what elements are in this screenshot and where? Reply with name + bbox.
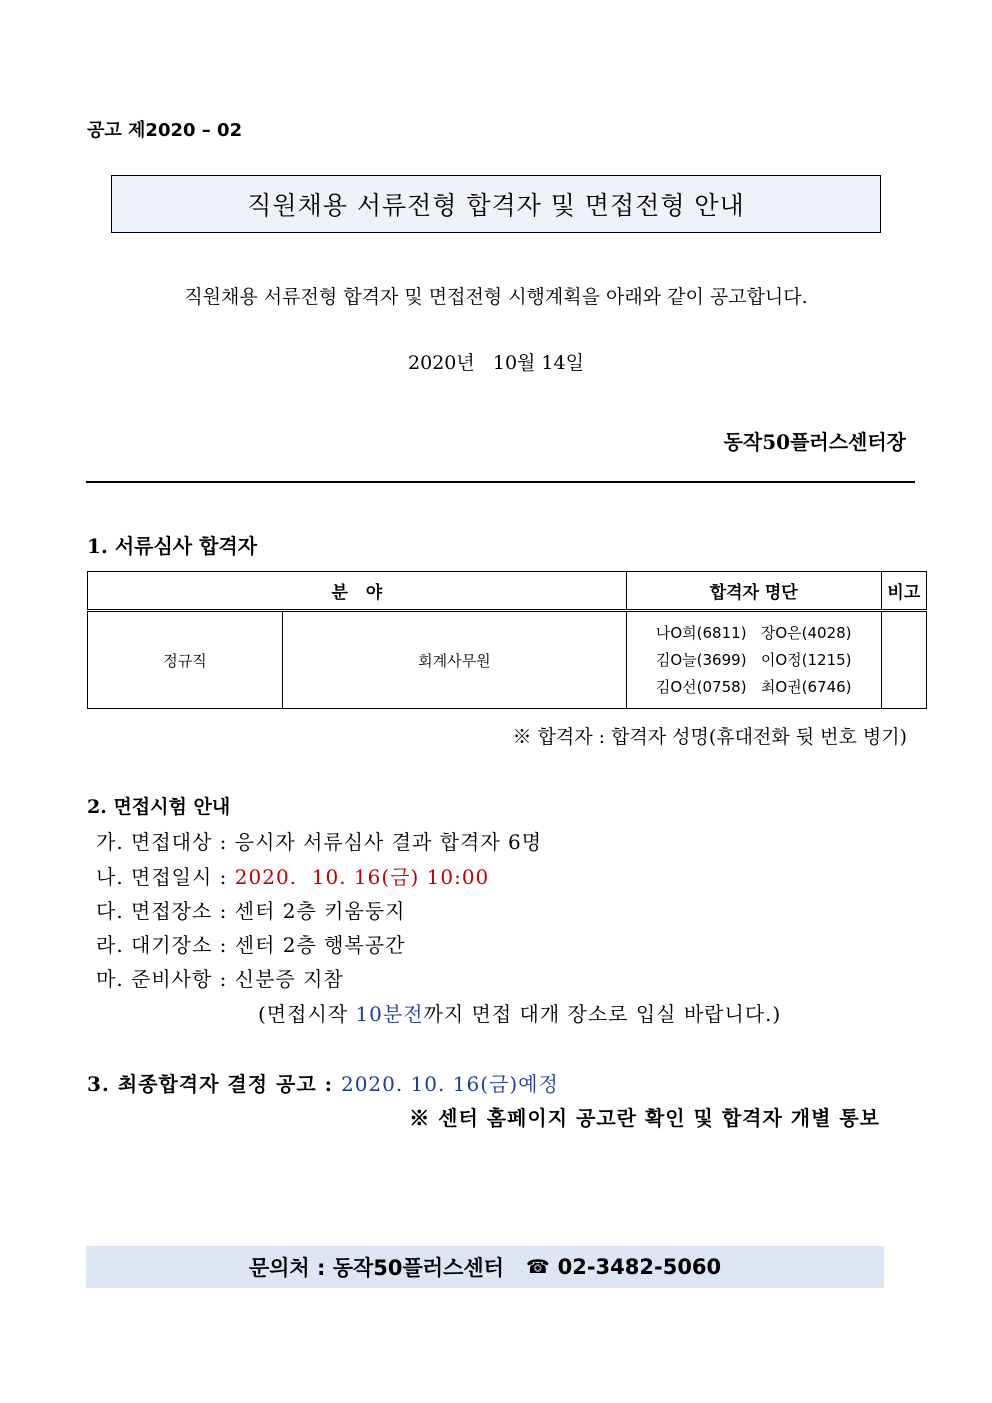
name-line: 김O늘(3699) 이O정(1215)	[655, 650, 852, 669]
item-label: 라. 대기장소 :	[96, 933, 235, 957]
contact-phone: 02-3482-5060	[557, 1255, 722, 1279]
col-remark: 비고	[881, 572, 926, 611]
item-label: 마. 준비사항 :	[96, 967, 235, 991]
cell-field: 회계사무원	[283, 611, 627, 709]
item-value: 2020. 10. 16(금) 10:00	[234, 865, 490, 889]
item-label: 다. 면접장소 :	[96, 899, 235, 923]
item-value: 응시자 서류심사 결과 합격자 6명	[234, 830, 543, 854]
section2-heading: 2. 면접시험 안내	[87, 796, 231, 818]
waiting-place	[96, 929, 405, 958]
contact-label: 문의처 : 동작50플러스센터	[248, 1256, 504, 1280]
cell-names	[626, 611, 881, 709]
interview-datetime	[96, 861, 489, 890]
table-row	[88, 611, 927, 709]
final-date: 2020. 10. 16(금)예정	[340, 1072, 559, 1096]
notice-date: 2020년 10월 14일	[408, 352, 584, 374]
name-line: 나O희(6811) 장O은(4028)	[655, 623, 852, 642]
item-value: 센터 2층 행복공간	[234, 933, 406, 957]
page-title	[111, 175, 881, 233]
interview-target	[96, 826, 542, 855]
name-line: 김O선(0758) 최O권(6746)	[655, 677, 852, 696]
section3-heading: 3. 최종합격자 결정 공고 :	[87, 1072, 341, 1096]
col-names: 합격자 명단	[626, 572, 881, 611]
telephone-icon: ☎	[525, 1256, 550, 1278]
item-label: 나. 면접일시 :	[96, 865, 235, 889]
final-note: ※ 센터 홈페이지 공고란 확인 및 합격자 개별 통보	[409, 1106, 880, 1130]
cell-category: 정규직	[88, 611, 283, 709]
notice-number: 공고 제2020 – 02	[87, 120, 243, 141]
pass-note: ※ 합격자 : 합격자 성명(휴대전화 뒷 번호 병기)	[512, 726, 907, 748]
cell-remark	[881, 611, 926, 709]
item-value: 센터 2층 키움둥지	[234, 899, 406, 923]
divider	[86, 481, 915, 483]
preparation	[96, 963, 344, 992]
note-suffix: 까지 면접 대개 장소로 입실 바랍니다.)	[423, 1002, 782, 1026]
issuer: 동작50플러스센터장	[723, 430, 906, 454]
item-label: 가. 면접대상 :	[96, 830, 235, 854]
pass-table	[87, 571, 927, 709]
contact-bar	[86, 1246, 884, 1288]
page-title-text: 직원채용 서류전형 합격자 및 면접전형 안내	[247, 191, 745, 220]
note-prefix: (면접시작	[258, 1002, 356, 1026]
note-highlight: 10분전	[355, 1002, 424, 1026]
col-field: 분 야	[88, 572, 627, 611]
intro-text: 직원채용 서류전형 합격자 및 면접전형 시행계획을 아래와 같이 공고합니다.	[184, 286, 808, 308]
section3	[87, 1068, 559, 1097]
item-value: 신분증 지참	[234, 967, 344, 991]
interview-place	[96, 895, 405, 924]
table-header-row	[88, 572, 927, 611]
section1-heading: 1. 서류심사 합격자	[87, 534, 258, 558]
interview-note	[258, 998, 781, 1027]
